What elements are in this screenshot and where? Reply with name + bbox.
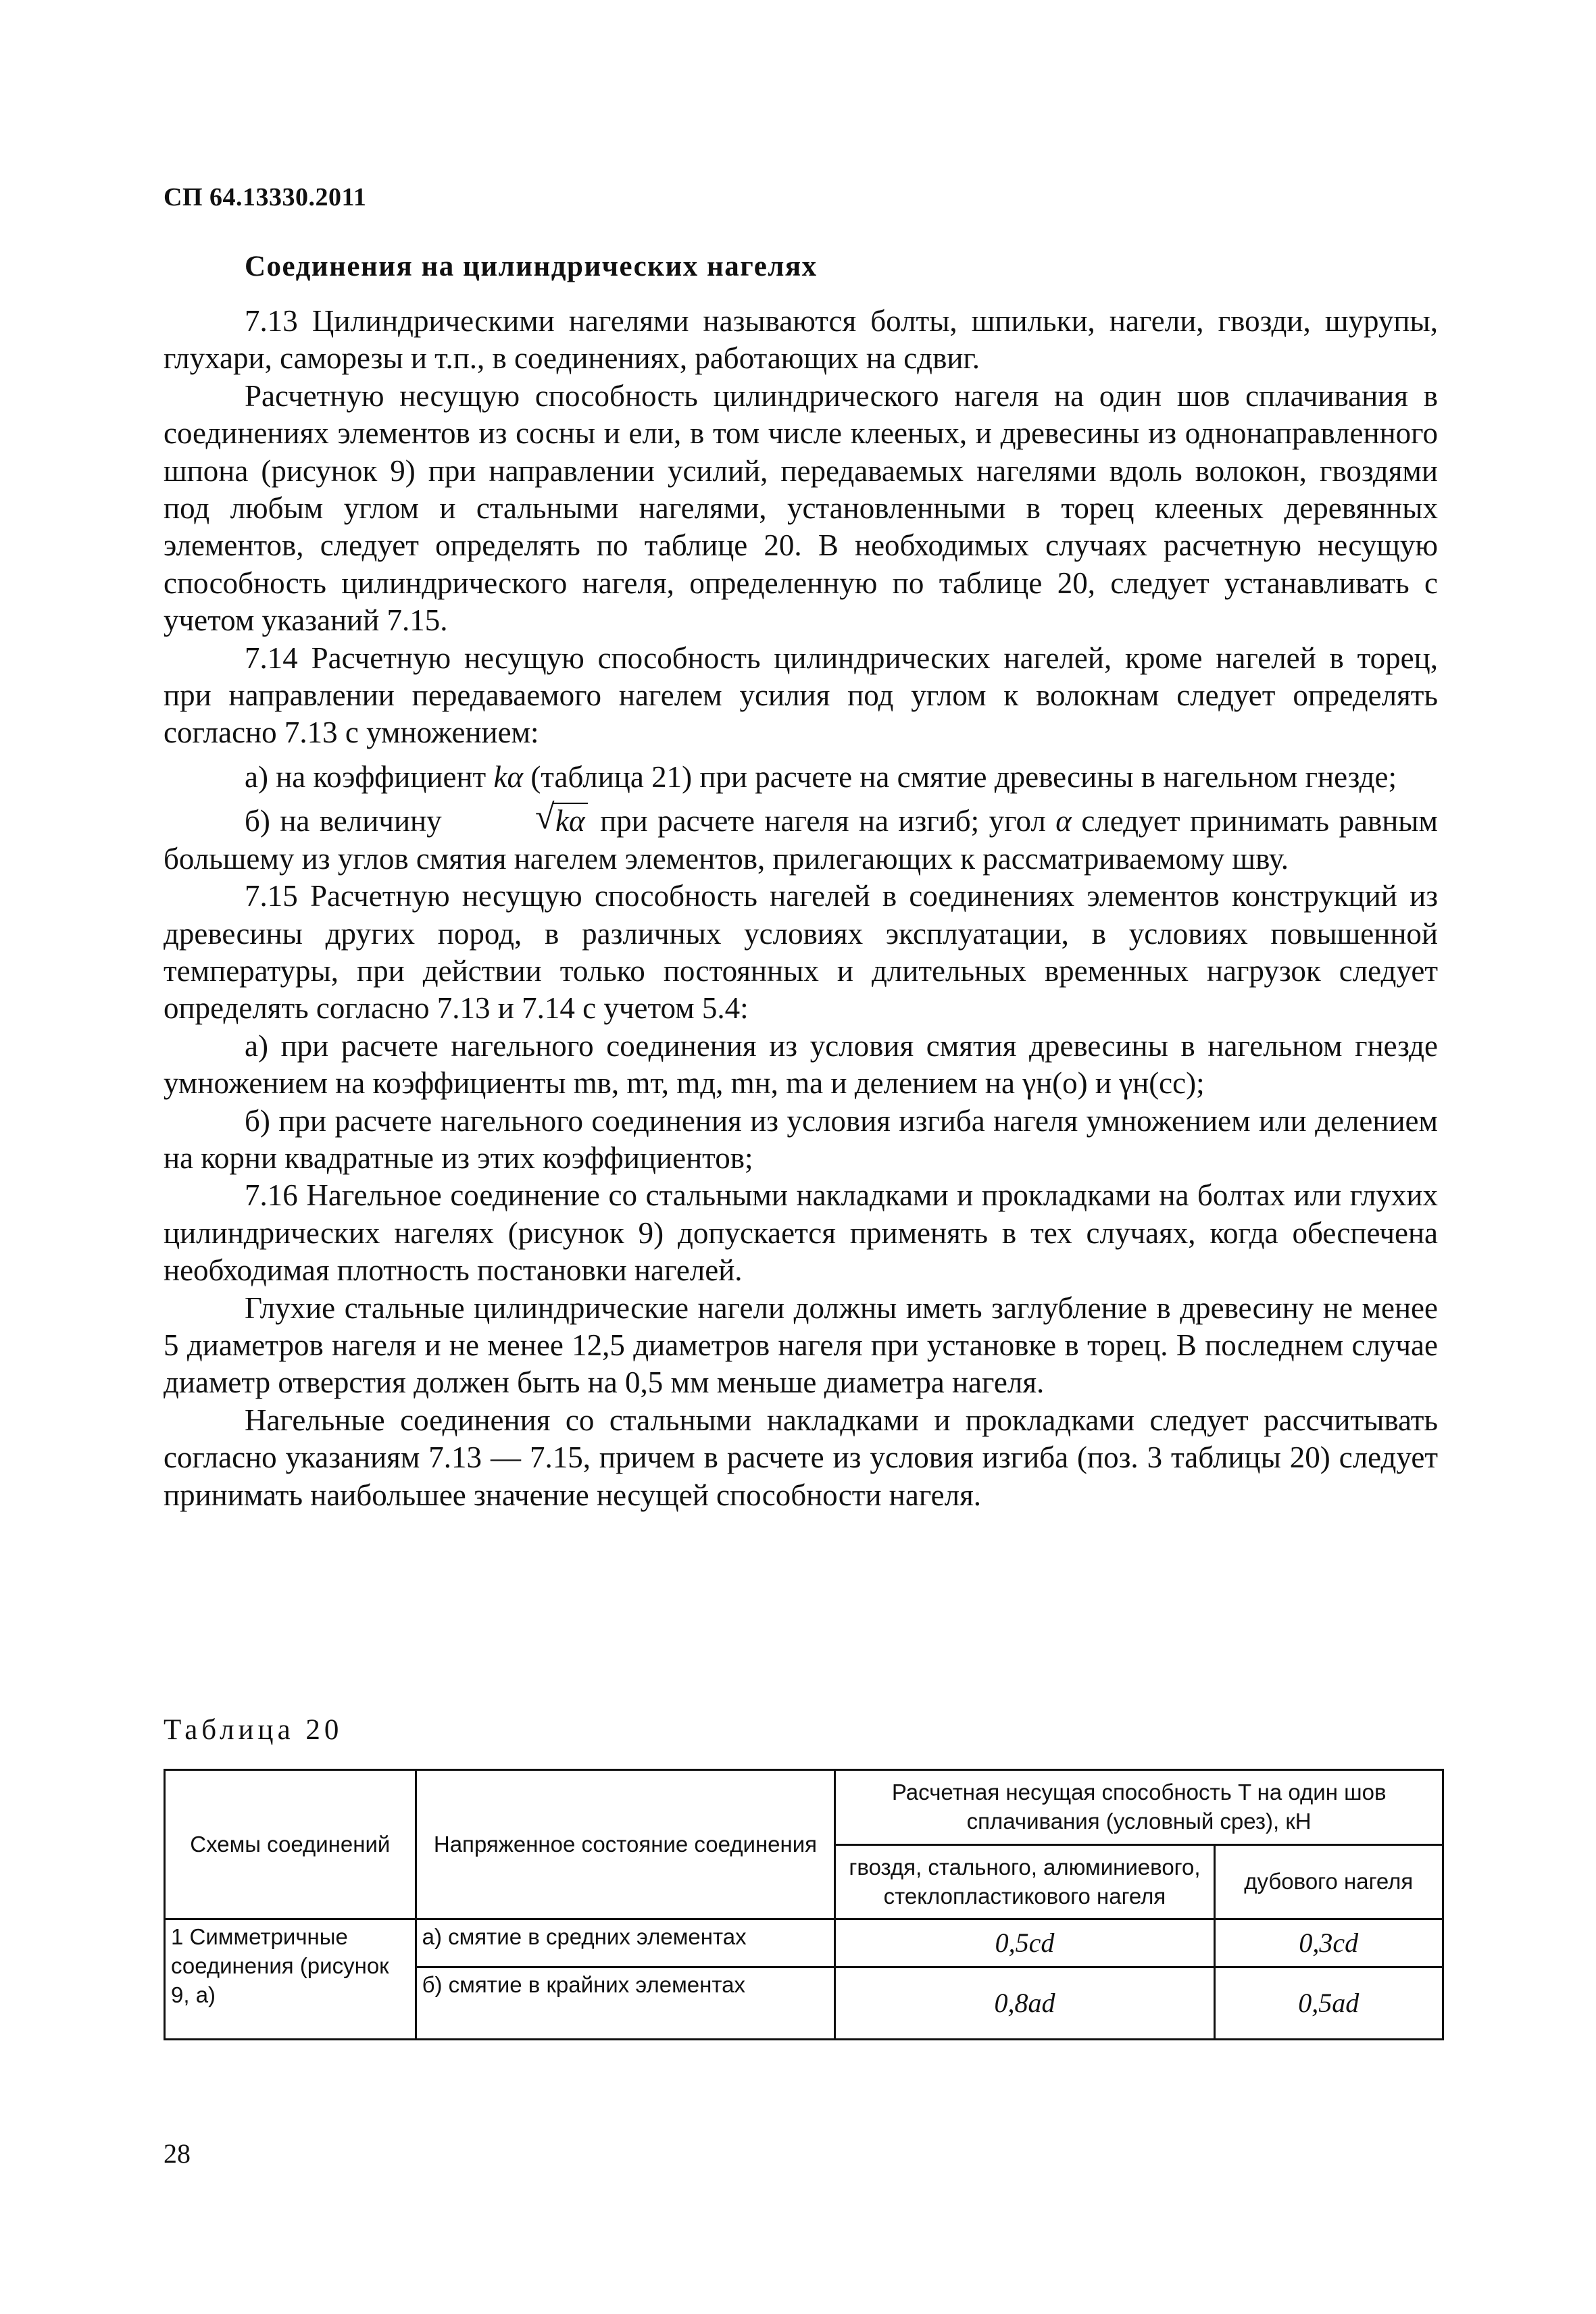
- cell-state: а) смятие в средних элементах: [416, 1919, 835, 1967]
- paragraph-capacity: Расчетную несущую способность цилиндрического нагеля на один шов сплачивания в соединениях элементов из сосны и ели, в том числе клееных, и древесины из однонаправленного шпона (рисунок 9) при направлении усилий, передаваемых нагелями вдоль волокон, гвоздями под любым углом и стальными нагелями, установленными в торец клееных деревянных элементов, следует определять по таблице 20. В необходимых случаях расчетную несущую способность цилиндрического нагеля, определенную по таблице 20, следует устанавливать с учетом указаний 7.15.: [164, 378, 1438, 638]
- item-a-text-start: а) на коэффициент: [245, 759, 494, 794]
- page-number: 28: [164, 2138, 191, 2169]
- paragraph-blind-dowels: Глухие стальные цилиндрические нагели должны иметь заглубление в древесину не менее 5 диаметров нагеля и не менее 12,5 диаметров нагеля при установке в торец. В последнем случае диаметр отверстия должен быть на 0,5 мм меньше диаметра нагеля.: [164, 1290, 1438, 1400]
- item-b-text-start: б) на величину: [245, 804, 452, 838]
- alpha-symbol: α: [1055, 804, 1072, 838]
- paragraph-item-a: [164, 759, 1438, 796]
- paragraph-item-b: [164, 798, 1438, 878]
- table-caption: Таблица 20: [164, 1714, 343, 1746]
- paragraph-7-13: 7.13 Цилиндрическими нагелями называются болты, шпильки, нагели, гвозди, шурупы, глухари, саморезы и т.п., в соединениях, работающих на сдвиг.: [164, 304, 1438, 376]
- body-text: [164, 303, 1438, 1514]
- radical-sign: √: [535, 798, 555, 837]
- cell-scheme: 1 Симметричные соединения (рисунок 9, а): [165, 1919, 416, 2040]
- paragraph-7-15: 7.15 Расчетную несущую способность нагелей в соединениях элементов конструкций из древесины других пород, в различных условиях эксплуатации, в условиях повышенной температуры, при действии только постоянных и длительных временных нагрузок следует определять согласно 7.13 и 7.14 с учетом 5.4:: [164, 879, 1438, 1026]
- section-title: Соединения на цилиндрических нагелях: [245, 251, 818, 282]
- header-nail-steel: гвоздя, стального, алюминиевого, стеклопластикового нагеля: [835, 1845, 1214, 1919]
- table-row: [165, 1919, 1443, 1967]
- header-oak: дубового нагеля: [1214, 1845, 1443, 1919]
- paragraph-7-16: 7.16 Нагельное соединение со стальными накладками и прокладками на болтах или глухих цилиндрических нагелях (рисунок 9) допускается применять в тех случаях, когда обеспечена необходимая плотность постановки нагелей.: [164, 1178, 1438, 1288]
- item-b-text-end: следует принимать равным большему из углов смятия нагелем элементов, прилегающих к рассматриваемому шву.: [164, 804, 1438, 876]
- cell-oak: 0,5ad: [1214, 1967, 1443, 2040]
- k-alpha-symbol: kα: [493, 759, 524, 794]
- header-capacity: Расчетная несущая способность T на один шов сплачивания (условный срез), кН: [835, 1770, 1443, 1845]
- paragraph-7-15-b: б) при расчете нагельного соединения из условия изгиба нагеля умножением или делением на корни квадратные из этих коэффициентов;: [164, 1103, 1438, 1175]
- cell-state: б) смятие в крайних элементах: [416, 1967, 835, 2040]
- cell-oak: 0,3cd: [1214, 1919, 1443, 1967]
- sqrt-k-alpha: [454, 798, 588, 840]
- paragraph-steel-plates: Нагельные соединения со стальными накладками и прокладками следует рассчитывать согласно указаниям 7.13 — 7.15, причем в расчете из условия изгиба (поз. 3 таблицы 20) следует принимать наибольшее значение несущей способности нагеля.: [164, 1403, 1438, 1512]
- document-code: СП 64.13330.2011: [164, 183, 367, 211]
- header-schemes: Схемы соединений: [165, 1770, 416, 1919]
- table-20: [164, 1769, 1444, 2040]
- paragraph-7-15-a: а) при расчете нагельного соединения из условия смятия древесины в нагельном гнезде умножением на коэффициенты mв, mт, mд, mн, mа и делением на γн(о) и γн(сс);: [164, 1028, 1438, 1101]
- sqrt-k-alpha-body: kα: [553, 803, 588, 838]
- cell-nail-steel: 0,8ad: [835, 1967, 1214, 2040]
- cell-nail-steel: 0,5cd: [835, 1919, 1214, 1967]
- item-b-text-mid: при расчете нагеля на изгиб; угол: [590, 804, 1056, 838]
- table-header-row: [165, 1770, 1443, 1845]
- item-a-text-end: (таблица 21) при расчете на смятие древесины в нагельном гнезде;: [523, 759, 1397, 794]
- header-stress-state: Напряженное состояние соединения: [416, 1770, 835, 1919]
- paragraph-7-14: 7.14 Расчетную несущую способность цилиндрических нагелей, кроме нагелей в торец, при направлении передаваемого нагелем усилия под углом к волокнам следует определять согласно 7.13 с умножением:: [164, 640, 1438, 750]
